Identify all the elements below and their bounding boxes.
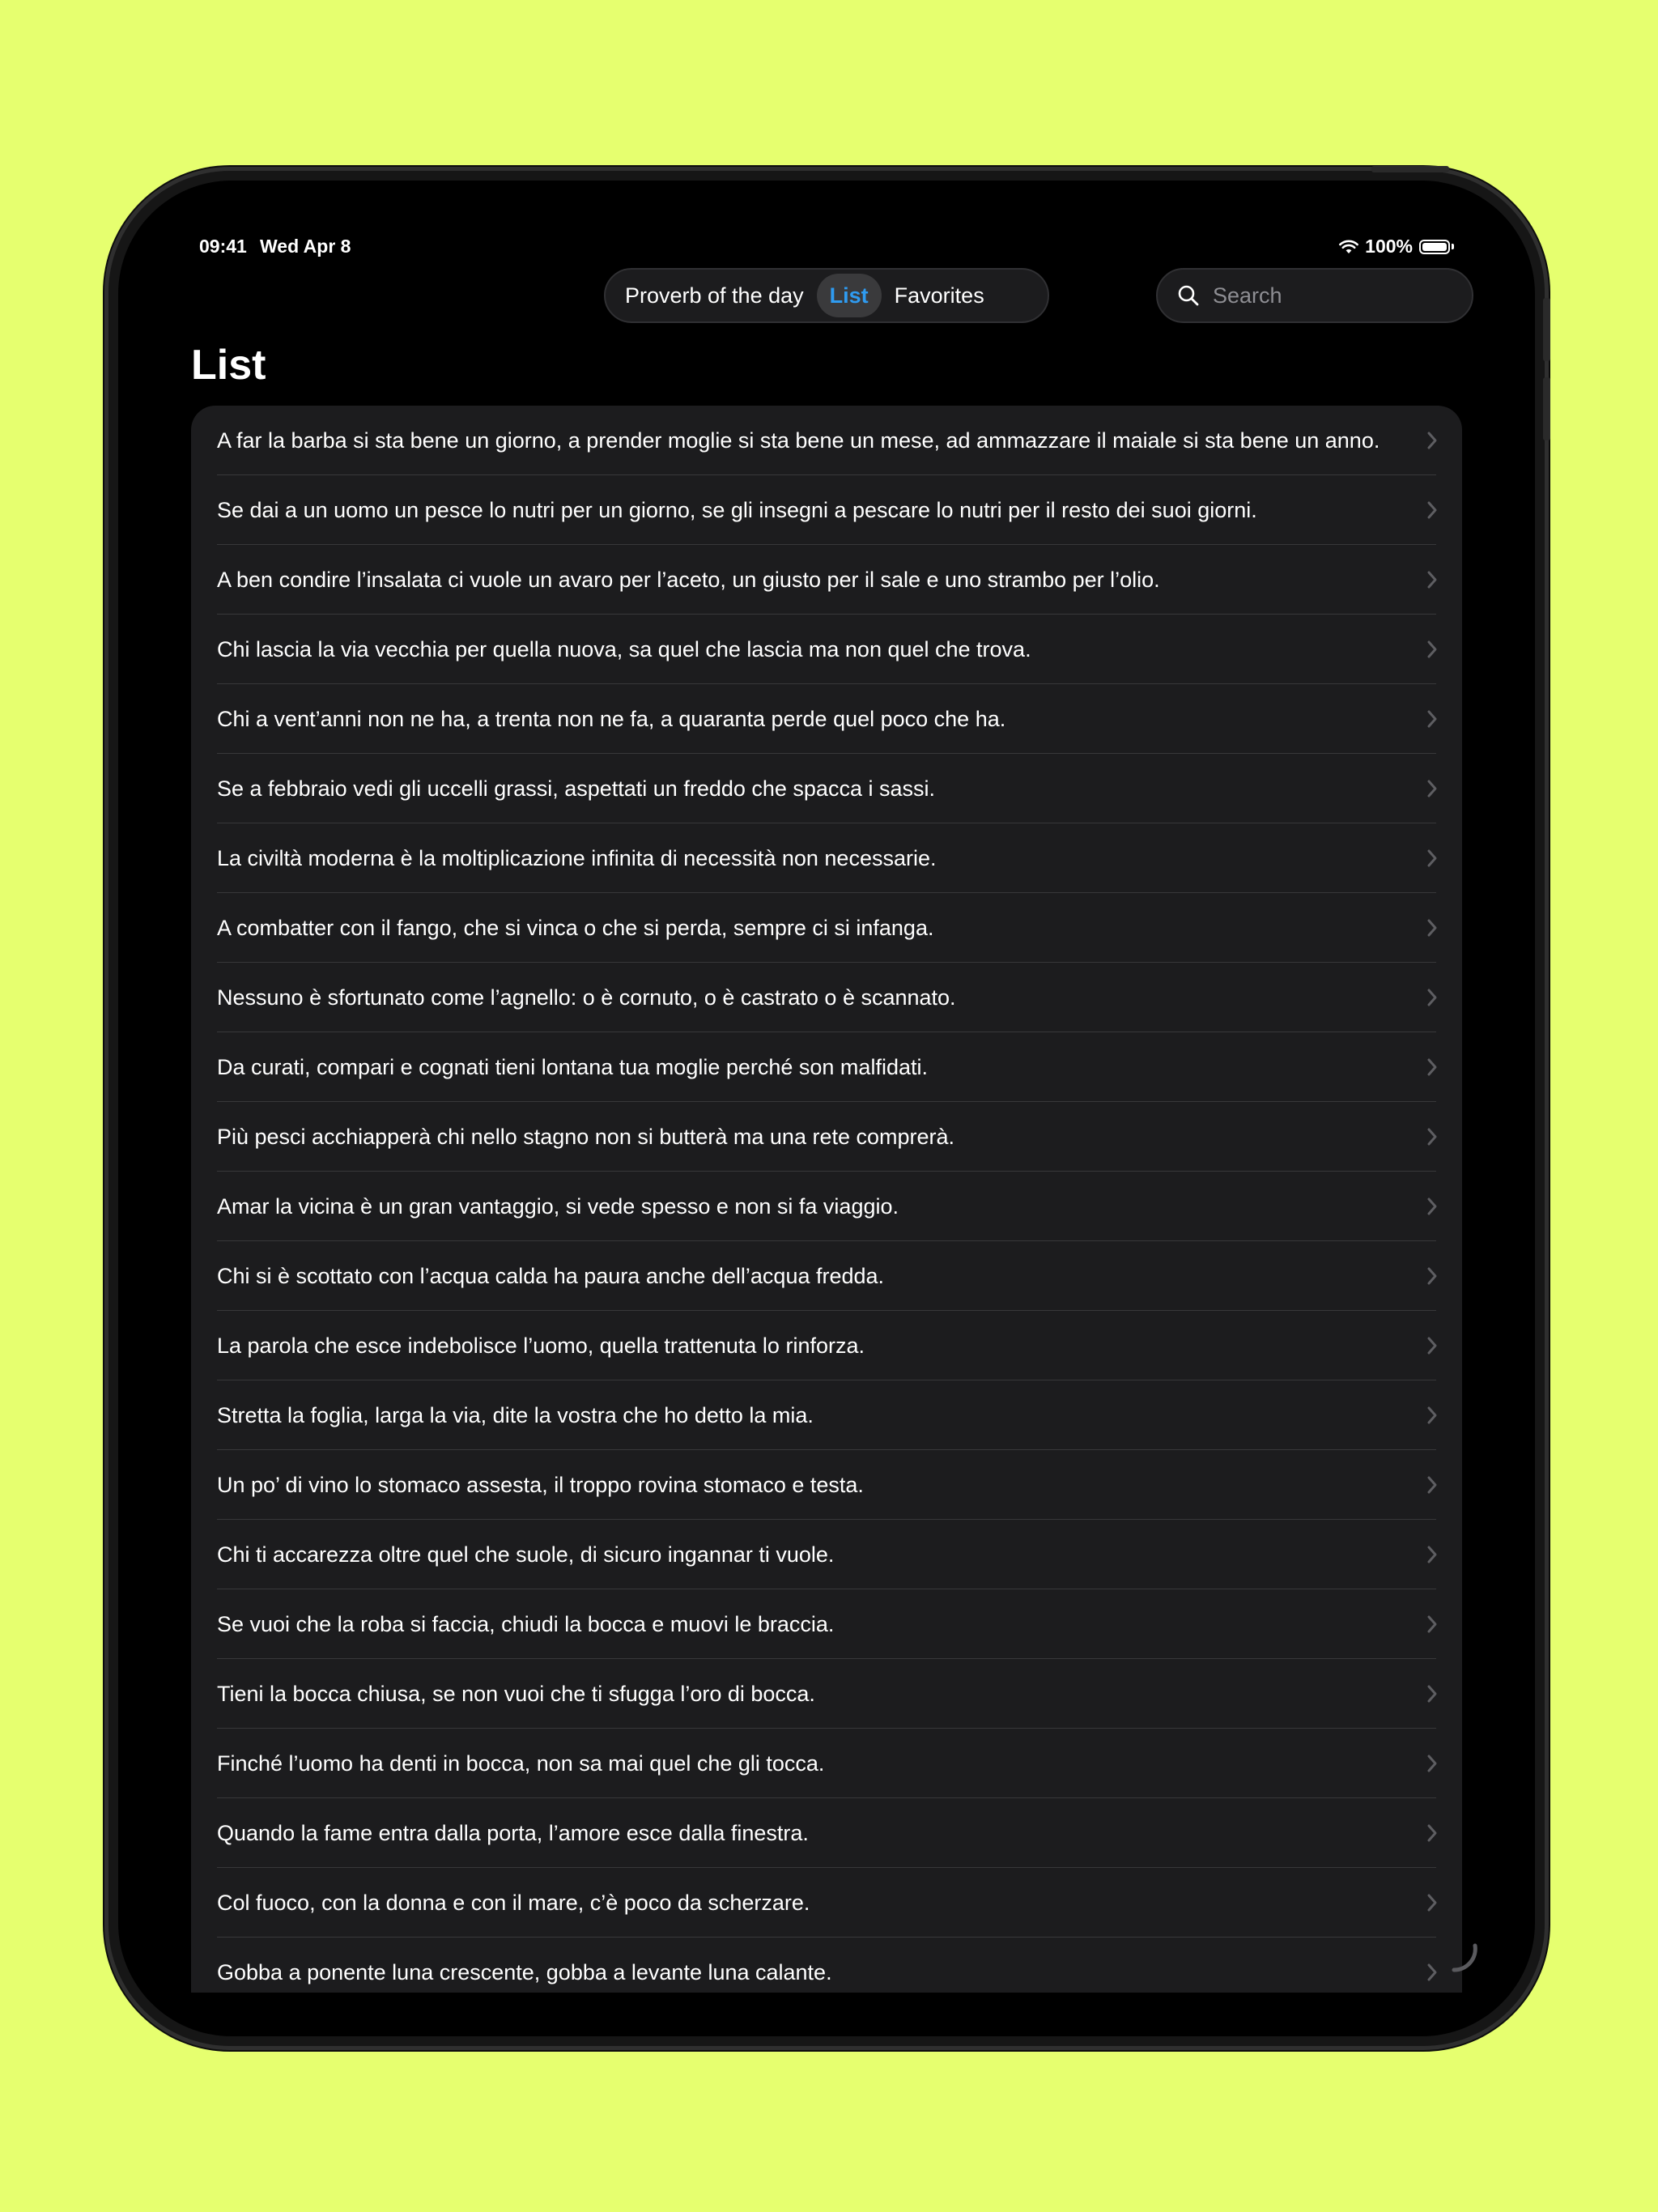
chevron-right-icon [1425, 1822, 1439, 1844]
list-item[interactable] [191, 545, 1462, 615]
proverb-text: Se a febbraio vedi gli uccelli grassi, aspettati un freddo che spacca i sassi. [217, 776, 935, 801]
chevron-right-icon [1425, 847, 1439, 870]
chevron-right-icon [1425, 1265, 1439, 1287]
chevron-right-icon [1425, 777, 1439, 800]
chevron-right-icon [1425, 1752, 1439, 1775]
proverb-text: Amar la vicina è un gran vantaggio, si vede spesso e non si fa viaggio. [217, 1193, 899, 1219]
chevron-right-icon [1425, 1334, 1439, 1357]
tab-list[interactable]: List [817, 274, 882, 317]
battery-percent: 100% [1365, 236, 1413, 257]
list-item[interactable] [191, 1520, 1462, 1589]
proverb-text: Gobba a ponente luna crescente, gobba a levante luna calante. [217, 1959, 832, 1984]
chevron-right-icon [1425, 499, 1439, 521]
chevron-right-icon [1425, 568, 1439, 591]
chevron-right-icon [1425, 917, 1439, 939]
list-item[interactable] [191, 1241, 1462, 1311]
proverb-text: Chi lascia la via vecchia per quella nuova, sa quel che lascia ma non quel che trova. [217, 636, 1031, 661]
status-date: Wed Apr 8 [260, 236, 351, 257]
list-item[interactable] [191, 1311, 1462, 1380]
proverb-text: La parola che esce indebolisce l’uomo, quella trattenuta lo rinforza. [217, 1333, 865, 1358]
list-item[interactable] [191, 1589, 1462, 1659]
proverb-text: Finché l’uomo ha denti in bocca, non sa mai quel che gli tocca. [217, 1750, 825, 1776]
chevron-right-icon [1425, 1125, 1439, 1148]
list-item[interactable] [191, 1868, 1462, 1938]
chevron-right-icon [1425, 1682, 1439, 1705]
proverb-text: Più pesci acchiapperà chi nello stagno non si butterà ma una rete comprerà. [217, 1124, 955, 1149]
proverb-text: Tieni la bocca chiusa, se non vuoi che ti sfugga l’oro di bocca. [217, 1681, 815, 1706]
chevron-right-icon [1425, 429, 1439, 452]
list-item[interactable] [191, 1729, 1462, 1798]
screen [118, 181, 1535, 2036]
status-indicators [1339, 236, 1454, 257]
list-item[interactable] [191, 893, 1462, 963]
tab-favorites[interactable]: Favorites [894, 283, 984, 308]
proverb-text: Un po’ di vino lo stomaco assesta, il troppo rovina stomaco e testa. [217, 1472, 864, 1497]
list-item[interactable] [191, 1659, 1462, 1729]
list-item[interactable] [191, 1938, 1462, 1993]
proverb-text: A combatter con il fango, che si vinca o che si perda, sempre ci si infanga. [217, 915, 934, 940]
proverb-text: Da curati, compari e cognati tieni lontana tua moglie perché son malfidati. [217, 1054, 928, 1079]
list-item[interactable] [191, 823, 1462, 893]
chevron-right-icon [1425, 1056, 1439, 1078]
battery-tip [1452, 244, 1454, 249]
volume-down-button [1543, 377, 1550, 440]
page-title: List [191, 342, 266, 389]
top-button [1371, 166, 1449, 172]
chevron-right-icon [1425, 708, 1439, 730]
list-item[interactable] [191, 963, 1462, 1032]
proverb-text: Quando la fame entra dalla porta, l’amore esce dalla finestra. [217, 1820, 809, 1845]
status-time: 09:41 [199, 236, 247, 257]
list-item[interactable] [191, 1380, 1462, 1450]
proverb-text: La civiltà moderna è la moltiplicazione infinita di necessità non necessarie. [217, 845, 937, 870]
list-item[interactable] [191, 1102, 1462, 1172]
proverb-text: Nessuno è sfortunato come l’agnello: o è cornuto, o è castrato o è scannato. [217, 985, 956, 1010]
proverb-list [191, 406, 1462, 1993]
search-icon [1177, 284, 1200, 307]
chevron-right-icon [1425, 1474, 1439, 1496]
tab-proverb-of-the-day[interactable]: Proverb of the day [625, 283, 804, 308]
wifi-icon [1339, 240, 1358, 254]
chevron-right-icon [1425, 1613, 1439, 1636]
list-item[interactable] [191, 684, 1462, 754]
list-item[interactable] [191, 615, 1462, 684]
proverb-text: Stretta la foglia, larga la via, dite la vostra che ho detto la mia. [217, 1402, 814, 1427]
proverb-text: A ben condire l’insalata ci vuole un avaro per l’aceto, un giusto per il sale e uno strambo per l’olio. [217, 567, 1160, 592]
proverb-text: A far la barba si sta bene un giorno, a prender moglie si sta bene un mese, ad ammazzare il maiale si sta bene un anno. [217, 428, 1380, 453]
battery-icon [1419, 240, 1450, 254]
list-item[interactable] [191, 754, 1462, 823]
chevron-right-icon [1425, 1543, 1439, 1566]
proverb-text: Se dai a un uomo un pesce lo nutri per un giorno, se gli insegni a pescare lo nutri per il resto dei suoi giorni. [217, 497, 1257, 522]
scroll-indicator [1444, 1942, 1480, 1978]
list-item[interactable] [191, 1032, 1462, 1102]
list-item[interactable] [191, 475, 1462, 545]
status-bar [199, 236, 1454, 268]
proverb-text: Chi a vent’anni non ne ha, a trenta non ne fa, a quaranta perde quel poco che ha. [217, 706, 1006, 731]
chevron-right-icon [1425, 638, 1439, 661]
chevron-right-icon [1425, 986, 1439, 1009]
search-field[interactable] [1156, 268, 1473, 323]
volume-up-button [1543, 298, 1550, 361]
list-item[interactable] [191, 1798, 1462, 1868]
chevron-right-icon [1425, 1961, 1439, 1984]
chevron-right-icon [1425, 1404, 1439, 1427]
search-input[interactable] [1211, 283, 1457, 309]
proverb-text: Chi ti accarezza oltre quel che suole, di sicuro ingannar ti vuole. [217, 1542, 835, 1567]
proverb-text: Se vuoi che la roba si faccia, chiudi la bocca e muovi le braccia. [217, 1611, 835, 1636]
list-item[interactable] [191, 406, 1462, 475]
chevron-right-icon [1425, 1891, 1439, 1914]
chevron-right-icon [1425, 1195, 1439, 1218]
proverb-text: Col fuoco, con la donna e con il mare, c’è poco da scherzare. [217, 1890, 810, 1915]
list-item[interactable] [191, 1172, 1462, 1241]
list-item[interactable] [191, 1450, 1462, 1520]
proverb-text: Chi si è scottato con l’acqua calda ha paura anche dell’acqua fredda. [217, 1263, 885, 1288]
view-switcher [604, 268, 1049, 323]
